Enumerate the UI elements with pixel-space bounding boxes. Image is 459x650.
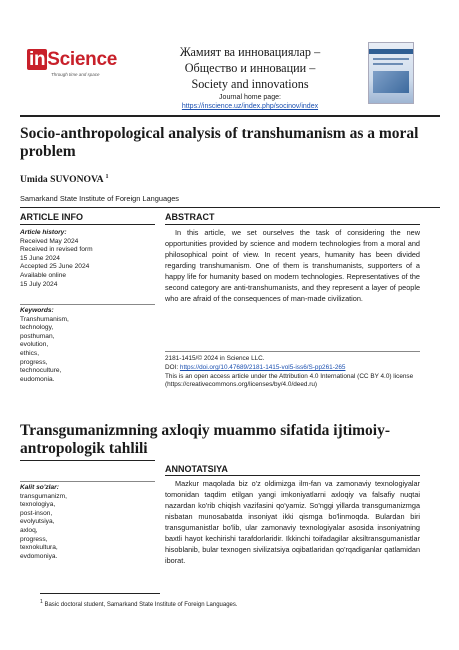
- abstract-end-divider: [165, 351, 420, 352]
- abstract-heading: ABSTRACT: [165, 212, 215, 222]
- annotatsiya-divider: [165, 475, 420, 476]
- article-title: Socio-anthropological analysis of transhumanism as a moral problem: [20, 125, 419, 160]
- affiliation-divider: [20, 207, 440, 208]
- article-info-divider: [20, 224, 155, 225]
- keywords-block: [20, 307, 155, 384]
- logo-in: in: [29, 49, 46, 70]
- homepage-label: Journal home page:: [219, 94, 281, 101]
- kalit-label: Kalit so'zlar:: [20, 484, 59, 491]
- logo-tagline: Through time and space: [51, 72, 100, 77]
- revised-date: 15 June 2024: [20, 254, 60, 262]
- received-date: Received May 2024: [20, 237, 79, 245]
- kalit-item: transgumanizm,: [20, 492, 67, 500]
- keyword-item: eudomonia.: [20, 375, 55, 383]
- journal-title-en: Society and innovations: [191, 77, 309, 91]
- author-text: Umida SUVONOVA: [20, 174, 104, 186]
- revised-label: Received in revised form: [20, 246, 93, 254]
- journal-cover-image: [368, 42, 414, 104]
- keyword-item: progress,: [20, 358, 48, 366]
- doi-label: DOI:: [165, 364, 180, 371]
- keywords-label: Keywords:: [20, 307, 54, 314]
- kalit-item: post-inson,: [20, 509, 53, 517]
- keyword-item: ethics,: [20, 349, 40, 357]
- copyright-line: 2181-1415/© 2024 in Science LLC.: [165, 355, 265, 362]
- online-label: Available online: [20, 271, 67, 279]
- uzbek-left-divider: [20, 460, 155, 461]
- keywords-divider: [20, 304, 155, 305]
- author-footnote-mark[interactable]: 1: [105, 174, 109, 180]
- homepage-link[interactable]: https://inscience.uz/index.php/socinov/index: [181, 103, 319, 110]
- author-affiliation: Samarkand State Institute of Foreign Languages: [20, 194, 179, 203]
- history-label: Article history:: [20, 229, 67, 236]
- kalit-item: texnokultura,: [20, 544, 58, 552]
- logo-wordmark: [27, 50, 127, 70]
- journal-title-ru: Общество и инновации –: [184, 61, 316, 75]
- annotatsiya-text: Mazkur maqolada biz o'z oldimizga ilm-fan va zamonaviy texnologiyalar tomonidan taqdim etilgan yangi imkoniyatlarni axloqiy va falsafiy nuqtai nazardan ko'rib chiqish vazifasini qo'yamiz. So'nggi yillarda transgumanizmga nisbatan munosabatda insoniyat ikki qismga bo'linmoqda. Bulardan biri transgumanistlar bo'lib, ular zamonaviy texnologiyalar asosida insoniyatning baxtli hayot kechirishi tarafdorlaridir. Ikkinchi toifadagilar aksiltransgumanistlar hisoblanib, bular texnogen sivilizatsiya oqibatlaridan qo'rqadiganlar qatlamidan iborat.: [165, 479, 420, 565]
- keyword-item: technoculture,: [20, 367, 62, 375]
- abstract-divider: [165, 224, 420, 225]
- footnote: [40, 599, 238, 608]
- logo-science: Science: [47, 49, 118, 70]
- header-divider: [20, 115, 440, 117]
- article-history: [20, 229, 155, 289]
- footnote-divider: [40, 593, 160, 594]
- license-text: This is an open access article under the Attribution 4.0 International (CC BY 4.0) license (https://creativecommons.org/licenses/by/4.0/deed.ru): [165, 373, 414, 389]
- kalit-item: texnologiya,: [20, 501, 56, 509]
- kalit-divider: [20, 481, 155, 482]
- kalit-item: axloq,: [20, 526, 38, 534]
- kalit-item: evdomoniya.: [20, 552, 58, 560]
- online-date: 15 July 2024: [20, 280, 58, 288]
- journal-logo: [27, 50, 127, 92]
- doi-line: [165, 364, 420, 372]
- doi-link[interactable]: https://doi.org/10.47689/2181-1415-vol5-iss6/S-pp261-265: [179, 364, 346, 371]
- footnote-text: Basic doctoral student, Samarkand State Institute of Foreign Languages.: [42, 602, 238, 608]
- annotatsiya-heading: ANNOTATSIYA: [165, 464, 228, 474]
- accepted-date: Accepted 25 June 2024: [20, 263, 90, 271]
- article-info-heading: ARTICLE INFO: [20, 212, 83, 222]
- kalit-item: evolyutsiya,: [20, 518, 55, 526]
- journal-header: [150, 44, 350, 111]
- kalit-block: [20, 484, 155, 561]
- keyword-item: technology,: [20, 324, 54, 332]
- abstract-text: In this article, we set ourselves the task of considering the new opportunities provided by science and modern technologies from a moral and philosophical point of view. In recent years, humanity has been divided regarding transhumanism. One of them is transhumanists, supporters of a happy life for humanity based on modern technologies. Representatives of the second category are anti-transhumanists, and they represent a layer of people who are afraid of the consequences of man-made civilization.: [165, 228, 420, 303]
- uzbek-title: Transgumanizmning axloqiy muammo sifatida ijtimoiy-antropologik tahlili: [20, 422, 391, 457]
- author-name: [20, 174, 108, 185]
- keyword-item: evolution,: [20, 341, 49, 349]
- journal-title-uz: Жамият ва инновациялар –: [179, 45, 321, 59]
- kalit-item: progress,: [20, 535, 48, 543]
- keyword-item: Transhumanism,: [20, 315, 69, 323]
- keyword-item: posthuman,: [20, 332, 55, 340]
- footnote-mark: 1: [40, 599, 43, 605]
